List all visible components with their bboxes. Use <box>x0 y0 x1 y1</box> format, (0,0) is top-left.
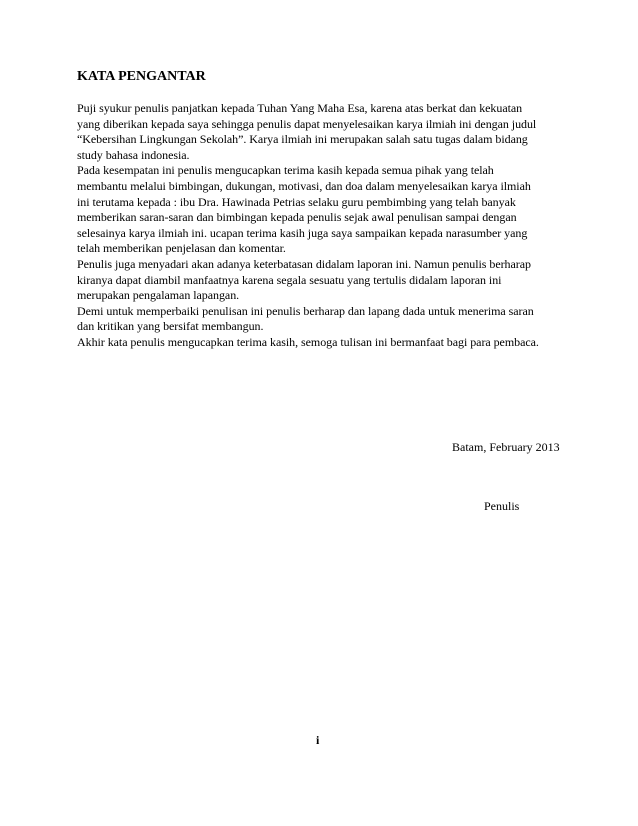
body-line: Penulis juga menyadari akan adanya keterbatasan didalam laporan ini. Namun penulis berharap <box>77 256 531 271</box>
body-line: memberikan saran-saran dan bimbingan kepada penulis sejak awal penulisan sampai dengan <box>77 210 517 225</box>
document-title: KATA PENGANTAR <box>77 69 206 84</box>
body-line: merupakan pengalaman lapangan. <box>77 288 240 303</box>
body-line: Puji syukur penulis panjatkan kepada Tuhan Yang Maha Esa, karena atas berkat dan kekuatan <box>77 101 523 115</box>
body-line: telah memberikan penjelasan dan komentar. <box>77 241 286 256</box>
body-line: Demi untuk memperbaiki penulisan ini penulis berharap dan lapang dada untuk menerima saran <box>77 303 534 318</box>
place-date: Batam, February 2013 <box>452 440 560 454</box>
body-text <box>77 101 577 351</box>
body-line: selesainya karya ilmiah ini. ucapan terima kasih juga saya sampaikan kepada narasumber yang <box>77 225 528 240</box>
author-signature: Penulis <box>484 499 520 513</box>
body-line: dan kritikan yang bersifat membangun. <box>77 319 264 334</box>
page-number: i <box>316 733 320 747</box>
body-line: “Kebersihan Lingkungan Sekolah”. Karya ilmiah ini merupakan salah satu tugas dalam bidang <box>77 132 528 147</box>
body-line: ini terutama kepada : ibu Dra. Hawinada Petrias selaku guru pembimbing yang telah banyak <box>77 194 516 209</box>
body-line: Akhir kata penulis mengucapkan terima kasih, semoga tulisan ini bermanfaat bagi para pembaca. <box>77 334 539 349</box>
body-line: yang diberikan kepada saya sehingga penulis dapat menyelesaikan karya ilmiah ini dengan judul <box>77 116 537 131</box>
body-line: Pada kesempatan ini penulis mengucapkan terima kasih kepada semua pihak yang telah <box>77 163 494 178</box>
body-line: membantu melalui bimbingan, dukungan, motivasi, dan doa dalam menyelesaikan karya ilmiah <box>77 178 531 193</box>
body-line: kiranya dapat diambil manfaatnya karena segala sesuatu yang tertulis didalam laporan ini <box>77 272 502 287</box>
body-line: study bahasa indonesia. <box>77 147 190 162</box>
